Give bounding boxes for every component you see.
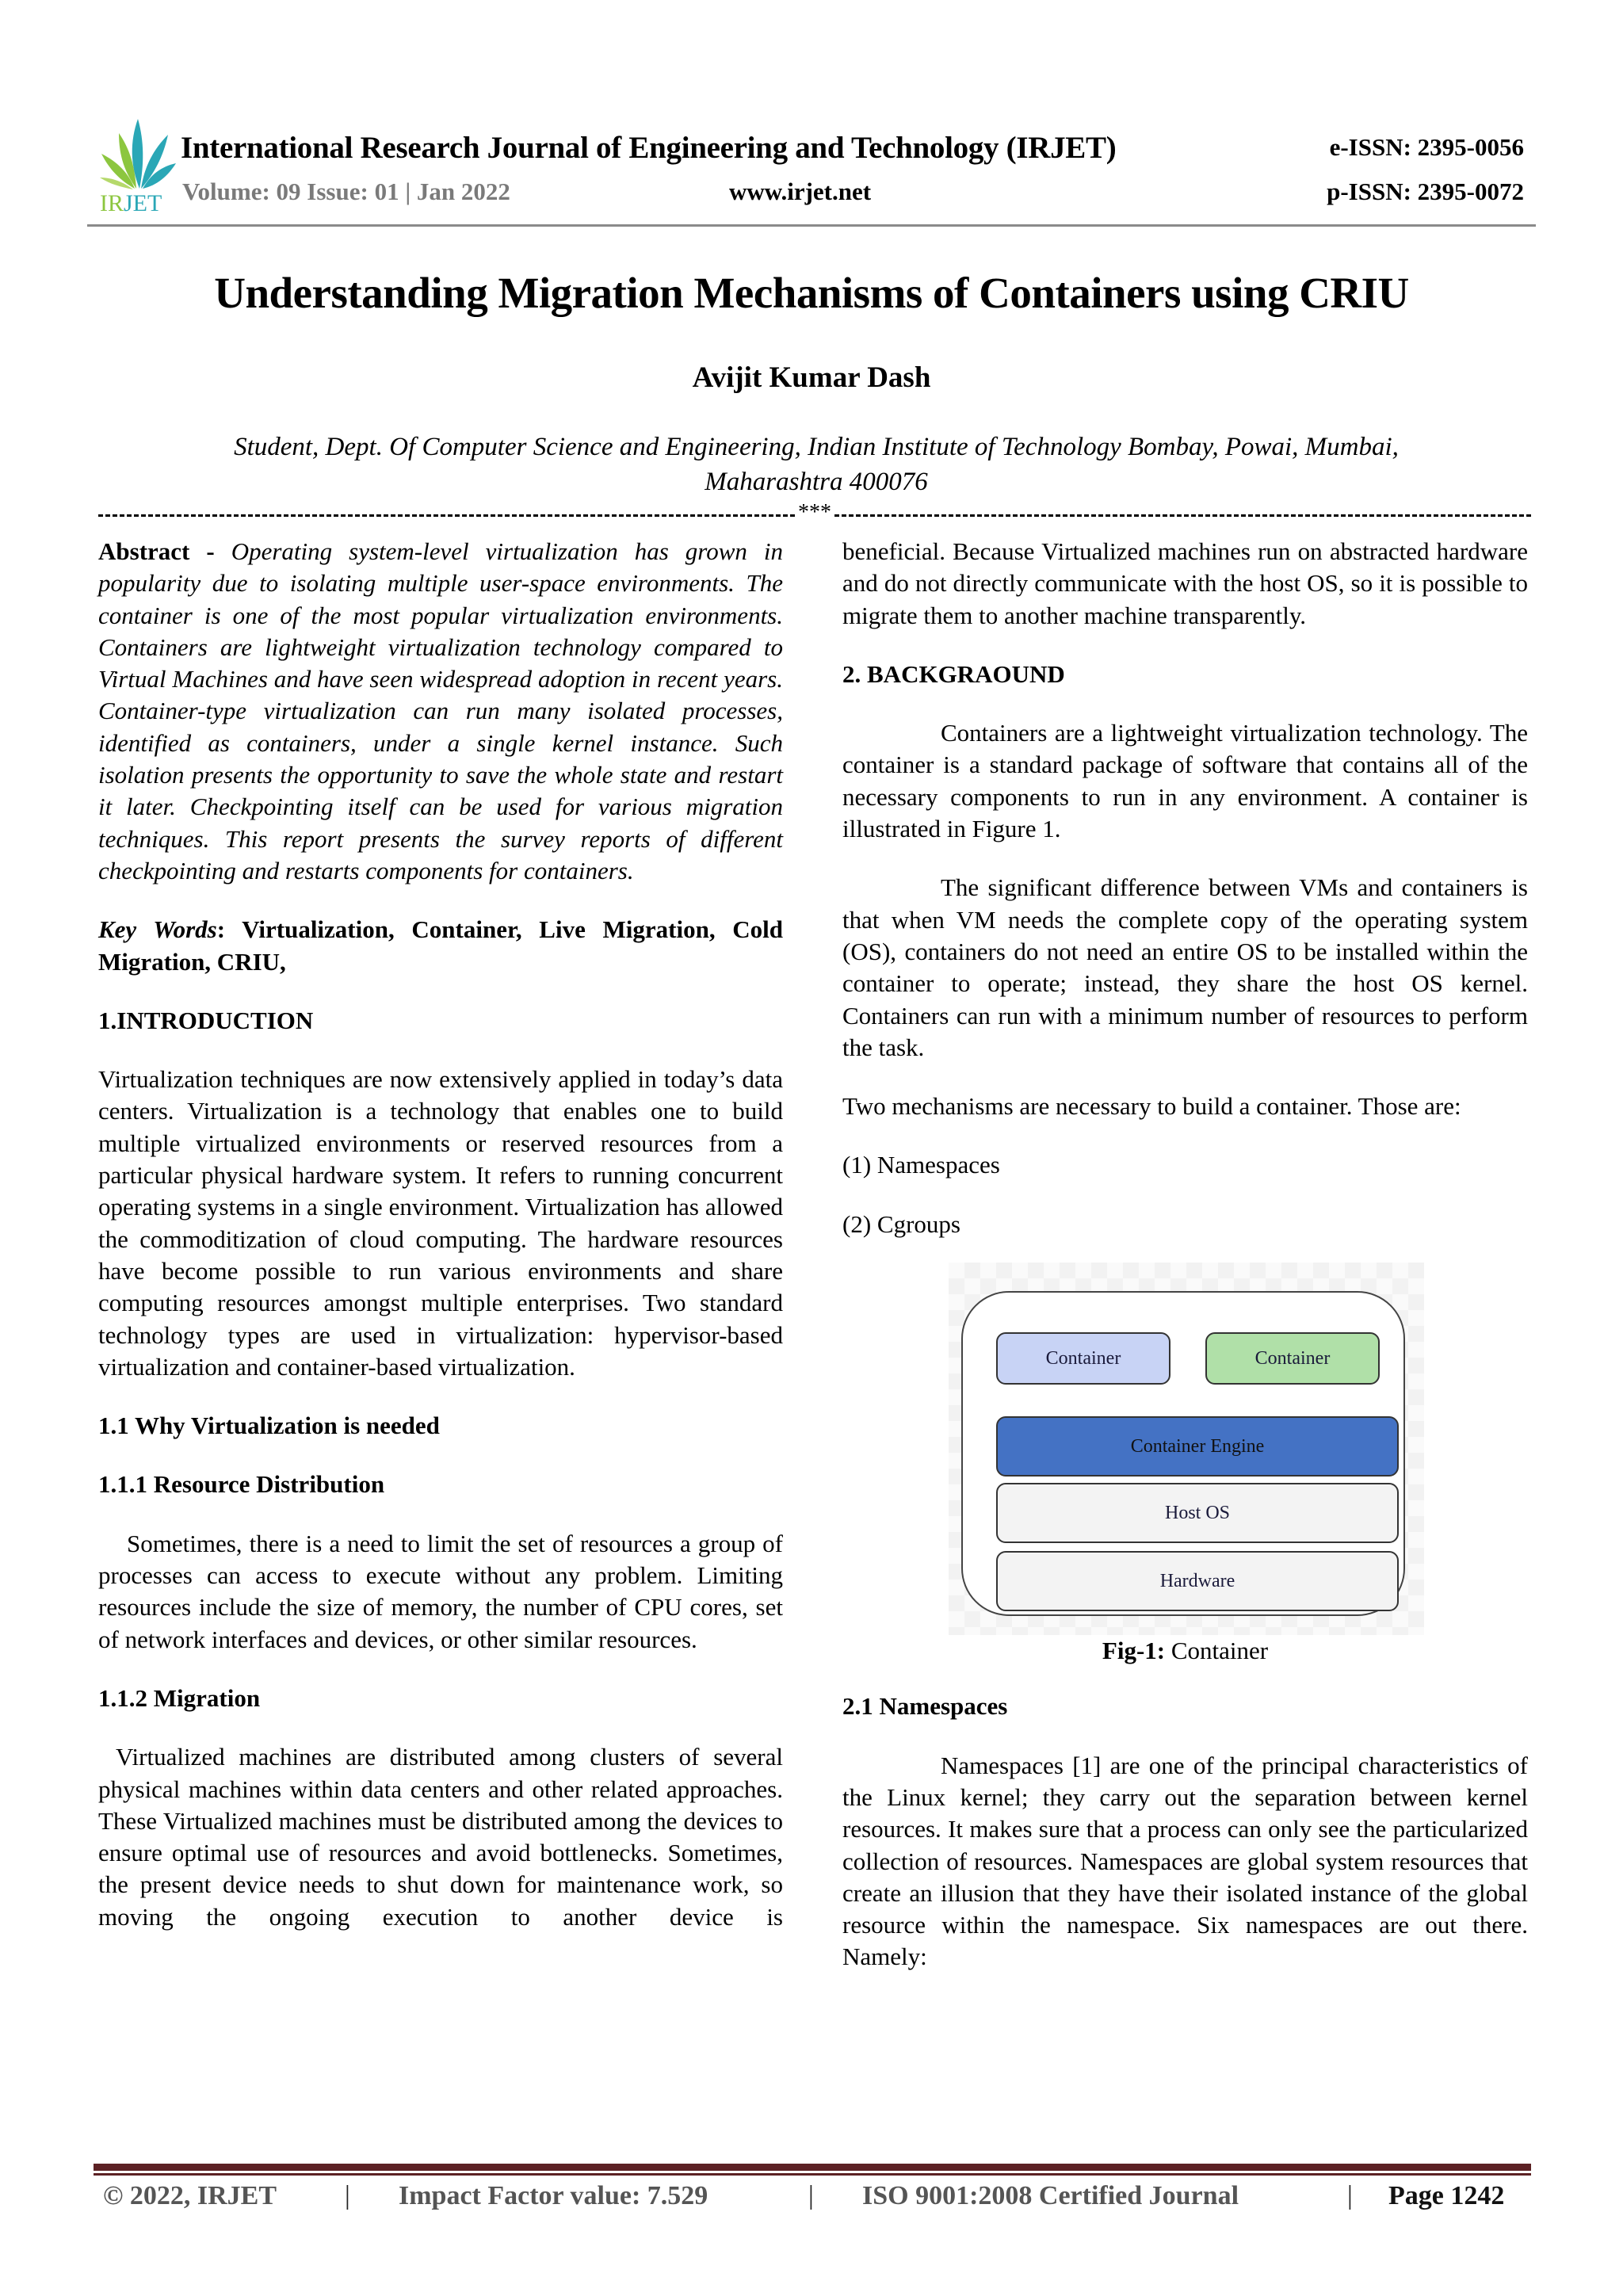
right-column	[842, 536, 1528, 1973]
abstract-label: Abstract -	[98, 537, 231, 565]
author-affiliation	[119, 430, 1514, 499]
footer-divider: |	[808, 2181, 814, 2210]
keywords-text: Virtualization, Container, Live Migration, Cold Migration, CRIU,	[98, 915, 783, 976]
paper-title: Understanding Migration Mechanisms of Containers using CRIU	[214, 269, 1409, 317]
footer-divider: |	[1347, 2181, 1353, 2210]
journal-name: International Research Journal of Engineering and Technology (IRJET)	[181, 131, 1117, 165]
volume-issue: Volume: 09 Issue: 01 | Jan 2022	[182, 178, 510, 205]
caption-text: Container	[1165, 1637, 1269, 1665]
keywords: Key Words: Virtualization, Container, Live Migration, Cold Migration, CRIU,	[98, 915, 783, 976]
footer-impact-factor: Impact Factor value: 7.529	[399, 2181, 708, 2210]
footer-divider: |	[345, 2181, 350, 2210]
leaf-fan-icon	[98, 117, 178, 190]
separator-stars: ***	[798, 501, 831, 525]
footer-copyright: © 2022, IRJET	[103, 2181, 277, 2210]
mechanism-item-namespaces: (1) Namespaces	[842, 1151, 1000, 1179]
background-paragraph-2: The significant difference between VMs and containers is that when VM needs the complete copy of the operating system (OS), containers do not need an entire OS to be installed within the container to operate; instead, they share the host OS kernel. Containers can run with a minimum number of resources to perform the task.	[842, 873, 1528, 1061]
figure-box-container-1: Container	[996, 1332, 1170, 1385]
footer-rule-thin	[94, 2173, 1531, 2176]
section-heading-why-virtualization: 1.1 Why Virtualization is needed	[98, 1412, 440, 1440]
page-footer	[103, 2181, 1529, 2221]
background-paragraph-1: Containers are a lightweight virtualization technology. The container is a standard package of software that contains all of the necessary components to run in any environment. A container is illustrated in Figure 1.	[842, 719, 1528, 843]
abstract	[98, 536, 783, 887]
introduction-paragraph: Virtualization techniques are now extensively applied in today’s data centers. Virtualization is a technology that enables one to build multiple virtualized environments or reserved resources from a particular physical hardware system. It refers to running concurrent operating systems in a single environment. Virtualization has allowed the commoditization of cloud computing. The hardware resources have become possible to run various environments and share computing resources amongst multiple enterprises. Two standard technology types are used in virtualization: hypervisor-based virtualization and container-based virtualization.	[98, 1065, 783, 1381]
journal-website-link[interactable]: www.irjet.net	[729, 178, 872, 205]
figure-box-container-engine: Container Engine	[996, 1416, 1399, 1477]
abstract-text: Operating system-level virtualization has grown in popularity due to isolating multiple user-space environments. The container is one of the most popular virtualization environments. Containers are lightweight virtualization technology compared to Virtual Machines and have seen widespread adoption in recent years. Container-type virtualization can run many isolated processes, identified as containers, under a single kernel instance. Such isolation presents the opportunity to save the whole state and restart it later. Checkpointing itself can be used for various migration techniques. This report presents the survey reports of different checkpointing and restarts components for containers.	[98, 537, 783, 884]
migration-paragraph-continued: beneficial. Because Virtualized machines run on abstracted hardware and do not directly communicate with the host OS, so it is possible to migrate them to another machine transparently.	[842, 537, 1528, 629]
section-heading-resource-distribution: 1.1.1 Resource Distribution	[98, 1470, 385, 1499]
irjet-logo	[94, 117, 185, 220]
section-heading-namespaces: 2.1 Namespaces	[842, 1692, 1008, 1721]
footer-rule-thick	[94, 2164, 1531, 2171]
figure-caption	[842, 1635, 1528, 1667]
namespaces-paragraph: Namespaces [1] are one of the principal characteristics of the Linux kernel; they carry out the separation between kernel resources. It makes sure that a process can only see the particularized collection of resources. Namespaces are global system resources that create an illusion that they have their isolated instance of the global resource within the namespace. Six namespaces are out there. Namely:	[842, 1751, 1528, 1971]
figure-box-host-os: Host OS	[996, 1483, 1399, 1543]
paper-author: Avijit Kumar Dash	[692, 361, 931, 394]
container-architecture-figure	[949, 1263, 1424, 1635]
caption-label: Fig-1:	[1102, 1637, 1166, 1665]
resource-distribution-paragraph: Sometimes, there is a need to limit the set of resources a group of processes can access to execute without any problem. Limiting resources include the size of memory, the number of CPU cores, set of network interfaces and devices, or other similar resources.	[98, 1529, 783, 1653]
section-separator	[98, 501, 1531, 525]
dashed-rule-left	[98, 514, 795, 517]
affiliation-line-1: Student, Dept. Of Computer Science and Engineering, Indian Institute of Technology Bombay, Powai, Mumbai,	[234, 433, 1399, 461]
header-divider	[87, 224, 1536, 227]
footer-iso-certification: ISO 9001:2008 Certified Journal	[862, 2181, 1239, 2210]
keywords-label: Key Words	[98, 915, 217, 944]
dashed-rule-right	[834, 514, 1531, 517]
footer-page-number: Page 1242	[1388, 2181, 1505, 2210]
figure-outer-frame	[961, 1291, 1405, 1616]
logo-wordmark: IRJET	[100, 190, 162, 216]
section-heading-migration: 1.1.2 Migration	[98, 1683, 261, 1712]
e-issn: e-ISSN: 2395-0056	[1329, 133, 1524, 161]
migration-paragraph: Virtualized machines are distributed among clusters of several physical machines within data centers and other related approaches. These Virtualized machines must be distributed among the devices to ensure optimal use of resources and avoid bottlenecks. Sometimes, the present device needs to shut down for maintenance work, so moving the ongoing execution to another device is	[98, 1743, 783, 1931]
p-issn: p-ISSN: 2395-0072	[1327, 178, 1524, 205]
section-heading-introduction: 1.INTRODUCTION	[98, 1006, 314, 1034]
journal-header	[94, 117, 1532, 228]
mechanisms-intro: Two mechanisms are necessary to build a container. Those are:	[842, 1092, 1461, 1121]
left-column	[98, 536, 783, 1933]
section-heading-background: 2. BACKGRAOUND	[842, 659, 1065, 688]
mechanism-item-cgroups: (2) Cgroups	[842, 1209, 960, 1238]
figure-box-container-2: Container	[1205, 1332, 1380, 1385]
figure-box-hardware: Hardware	[996, 1551, 1399, 1611]
affiliation-line-2: Maharashtra 400076	[705, 468, 928, 496]
